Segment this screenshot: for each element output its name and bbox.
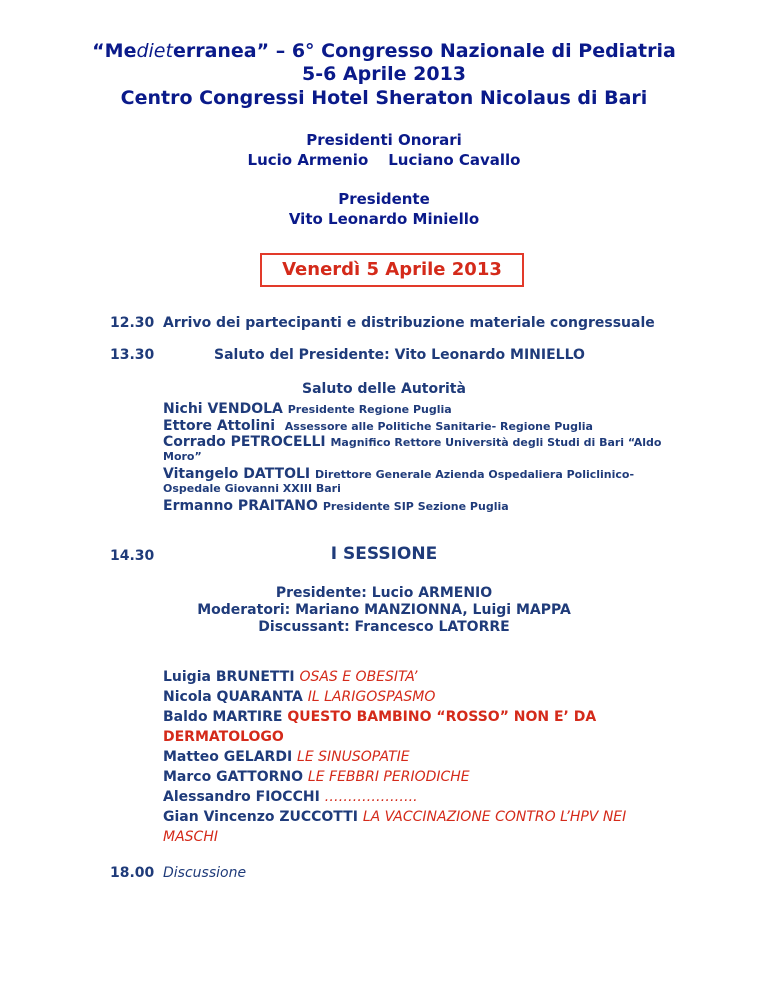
talk-item bbox=[163, 707, 596, 727]
time-slot: 13.30 bbox=[110, 347, 155, 363]
talk-speaker: Nicola QUARANTA bbox=[163, 689, 303, 705]
agenda-item: Discussione bbox=[163, 865, 247, 881]
authority-name: Corrado PETROCELLI bbox=[163, 434, 326, 450]
talk-speaker: Matteo GELARDI bbox=[163, 749, 293, 765]
talk-title: QUESTO BAMBINO “ROSSO” NON E’ DA bbox=[287, 709, 597, 725]
session-title: I SESSIONE bbox=[330, 544, 438, 564]
talk-item bbox=[163, 767, 470, 787]
authority-name: Ermanno PRAITANO bbox=[163, 498, 318, 514]
authority-role: Assessore alle Politiche Sanitarie- Regione Puglia bbox=[284, 420, 593, 433]
talk-item bbox=[163, 667, 417, 687]
agenda-item: Saluto del Presidente: Vito Leonardo MINIELLO bbox=[214, 347, 585, 363]
honorary-president: Lucio Armenio bbox=[247, 151, 369, 169]
congress-venue: Centro Congressi Hotel Sheraton Nicolaus di Bari bbox=[120, 87, 648, 109]
honorary-president: Luciano Cavallo bbox=[388, 151, 521, 169]
session-moderators: Moderatori: Mariano MANZIONNA, Luigi MAPPA bbox=[197, 602, 571, 618]
day-heading: Venerdì 5 Aprile 2013 bbox=[260, 253, 524, 287]
talk-speaker: Marco GATTORNO bbox=[163, 769, 304, 785]
honorary-presidents-label: Presidenti Onorari bbox=[306, 131, 462, 149]
authority bbox=[163, 418, 593, 434]
authority-name: Vitangelo DATTOLI bbox=[163, 466, 311, 482]
authority-name: Ettore Attolini bbox=[163, 418, 276, 434]
time-slot: 12.30 bbox=[110, 315, 155, 331]
talk-title: ……………….. bbox=[324, 789, 418, 805]
talk-title: IL LARIGOSPASMO bbox=[307, 689, 436, 705]
authority bbox=[163, 434, 661, 450]
talk-title: OSAS E OBESITA’ bbox=[299, 669, 418, 685]
time-slot: 14.30 bbox=[110, 548, 155, 564]
talk-item bbox=[163, 687, 435, 707]
talk-speaker: Luigia BRUNETTI bbox=[163, 669, 295, 685]
authority bbox=[163, 498, 509, 514]
talk-title: LE SINUSOPATIE bbox=[297, 749, 410, 765]
talk-title: LA VACCINAZIONE CONTRO L’HPV NEI bbox=[362, 809, 627, 825]
authority bbox=[163, 466, 634, 482]
talk-title: LE FEBBRI PERIODICHE bbox=[307, 769, 470, 785]
talk-item bbox=[163, 807, 626, 827]
talk-title-continued: DERMATOLOGO bbox=[163, 729, 284, 745]
title-part-italic: diet bbox=[136, 40, 173, 62]
authorities-title: Saluto delle Autorità bbox=[302, 381, 466, 397]
talk-item bbox=[163, 787, 418, 807]
talk-speaker: Gian Vincenzo ZUCCOTTI bbox=[163, 809, 358, 825]
session-president: Presidente: Lucio ARMENIO bbox=[275, 585, 493, 601]
talk-speaker: Alessandro FIOCCHI bbox=[163, 789, 320, 805]
authority-name: Nichi VENDOLA bbox=[163, 401, 283, 417]
agenda-item: Arrivo dei partecipanti e distribuzione materiale congressuale bbox=[163, 315, 655, 331]
president-name: Vito Leonardo Miniello bbox=[288, 210, 480, 228]
authority-role-continued: Ospedale Giovanni XXIII Bari bbox=[163, 482, 341, 495]
talk-speaker: Baldo MARTIRE bbox=[163, 709, 283, 725]
time-slot: 18.00 bbox=[110, 865, 155, 881]
authority bbox=[163, 401, 452, 417]
congress-title bbox=[0, 40, 768, 63]
session-discussant: Discussant: Francesco LATORRE bbox=[258, 619, 510, 635]
talk-item bbox=[163, 747, 410, 767]
title-part: erranea” – 6° Congresso Nazionale di Pediatria bbox=[172, 40, 676, 62]
talk-title-continued: MASCHI bbox=[163, 829, 218, 845]
authority-role: Magnifico Rettore Università degli Studi di Bari “Aldo bbox=[330, 436, 662, 449]
authority-role-continued: Moro” bbox=[163, 450, 202, 463]
honorary-presidents-names bbox=[0, 150, 768, 170]
authority-role: Presidente SIP Sezione Puglia bbox=[322, 500, 509, 513]
title-part: “Me bbox=[92, 40, 137, 62]
authority-role: Presidente Regione Puglia bbox=[287, 403, 452, 416]
president-label: Presidente bbox=[338, 190, 430, 208]
authority-role: Direttore Generale Azienda Ospedaliera Policlinico- bbox=[315, 468, 635, 481]
congress-dates: 5-6 Aprile 2013 bbox=[301, 63, 467, 85]
